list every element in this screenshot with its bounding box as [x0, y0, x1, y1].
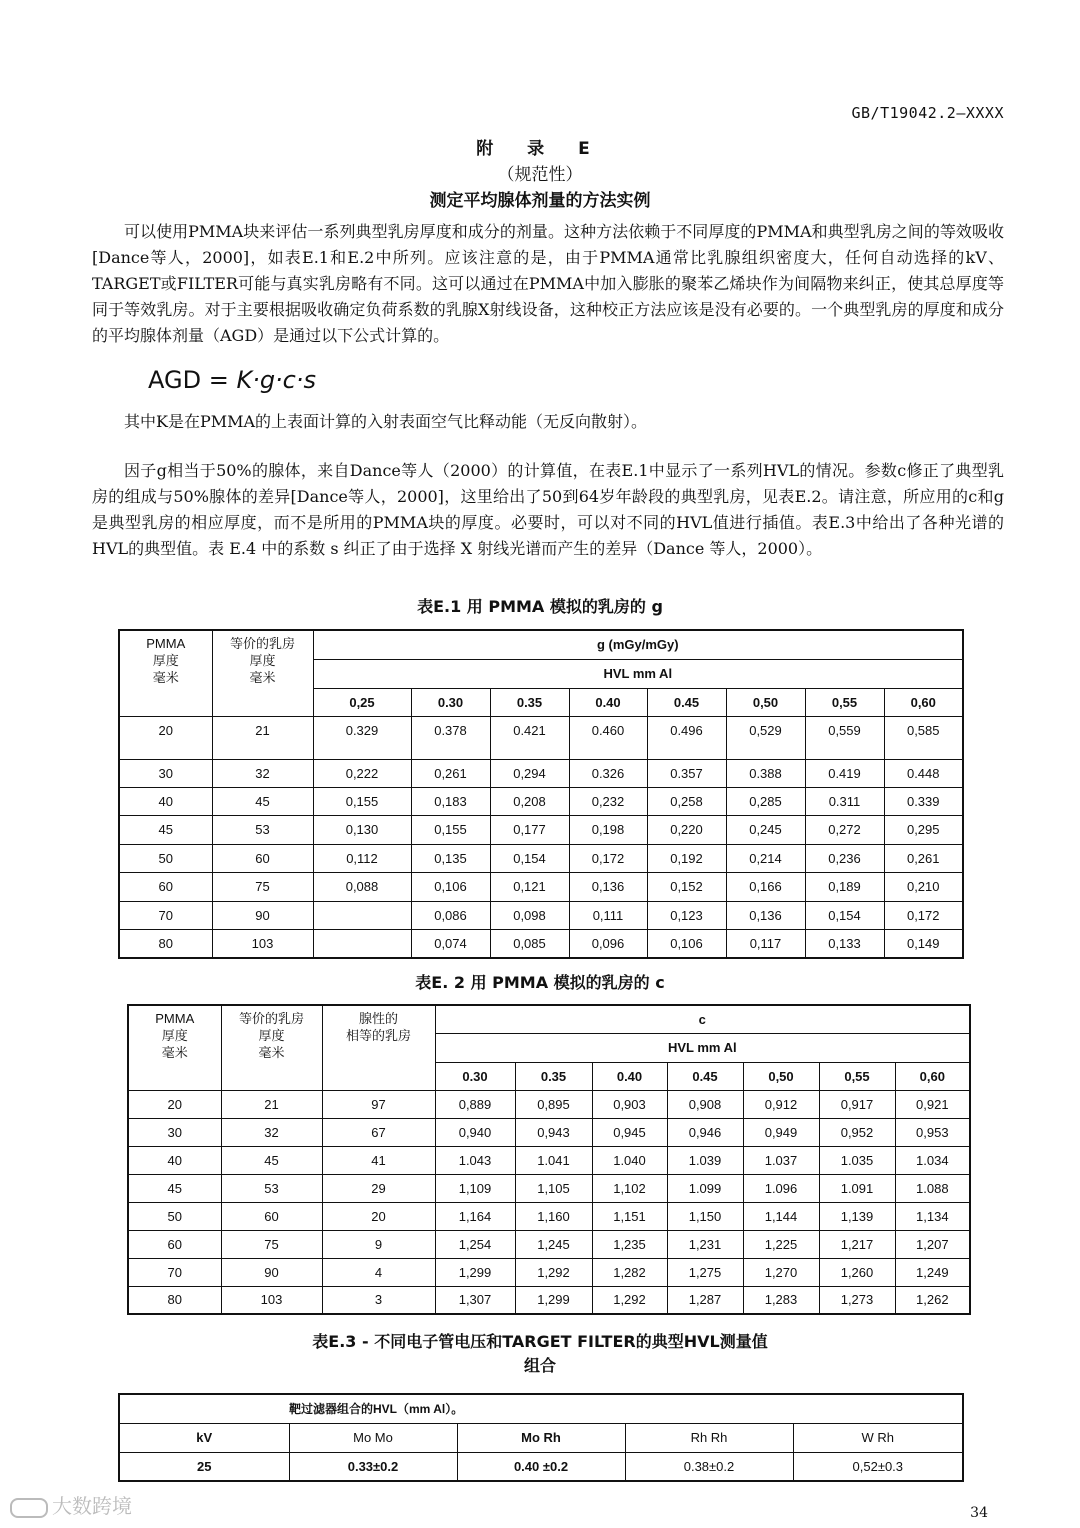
t1-hvl-7: 0,60 [884, 688, 963, 716]
t2-cell: 80 [128, 1286, 221, 1314]
t1-cell: 0,245 [726, 815, 805, 844]
t1-hvl-0: 0,25 [313, 688, 411, 716]
t1-cell: 0,133 [805, 929, 884, 958]
t2-cell: 1,270 [743, 1258, 819, 1286]
t2-hvl-5: 0,55 [819, 1062, 895, 1090]
table-e3 [118, 1393, 964, 1482]
t1-cell: 0.326 [569, 759, 647, 787]
t2-cell: 0,953 [895, 1118, 970, 1146]
t1-cell: 0.357 [647, 759, 726, 787]
t1-cell: 0,155 [313, 787, 411, 815]
t1-cell [313, 901, 411, 929]
t1-cell: 45 [119, 815, 212, 844]
t1-cell: 0,172 [884, 901, 963, 929]
t1-cell: 0,135 [411, 844, 490, 872]
t2-col-equiv-breast: 等价的乳房 厚度 毫米 [221, 1005, 322, 1090]
t2-cell: 1,299 [515, 1286, 592, 1314]
t1-hvl-6: 0,55 [805, 688, 884, 716]
t1-cell: 20 [119, 716, 212, 759]
t1-cell: 0,106 [411, 872, 490, 901]
t2-hvl-4: 0,50 [743, 1062, 819, 1090]
table-row [128, 1286, 970, 1314]
t2-cell: 29 [322, 1174, 435, 1202]
t1-cell: 0,121 [490, 872, 569, 901]
t2-cell: 60 [221, 1202, 322, 1230]
t2-cell: 1,249 [895, 1258, 970, 1286]
t2-cell: 0,943 [515, 1118, 592, 1146]
t3-cell: 0.38±0.2 [625, 1452, 793, 1481]
t3-head-1: Mo Mo [289, 1423, 457, 1452]
t2-cell: 1,144 [743, 1202, 819, 1230]
t2-cell: 1,139 [819, 1202, 895, 1230]
t2-col-pmma: PMMA 厚度 毫米 [128, 1005, 221, 1090]
t2-hvl-0: 0.30 [435, 1062, 515, 1090]
table3-caption [0, 1330, 1080, 1378]
t1-cell: 0,258 [647, 787, 726, 815]
t2-cell: 1,260 [819, 1258, 895, 1286]
t2-cell: 1,150 [667, 1202, 743, 1230]
t1-cell: 0.419 [805, 759, 884, 787]
t1-cell: 0,088 [313, 872, 411, 901]
t2-cell: 1.091 [819, 1174, 895, 1202]
watermark-logo-icon [10, 1498, 48, 1518]
t2-cell: 1.099 [667, 1174, 743, 1202]
table-row [128, 1174, 970, 1202]
t2-cell: 1.034 [895, 1146, 970, 1174]
t2-cell: 0,889 [435, 1090, 515, 1118]
appendix-type: （规范性） [497, 165, 583, 185]
table-row [119, 929, 963, 958]
t1-cell: 80 [119, 929, 212, 958]
table-row [128, 1258, 970, 1286]
t1-cell: 0,261 [411, 759, 490, 787]
table-row [128, 1118, 970, 1146]
t1-cell: 75 [212, 872, 313, 901]
t2-cell: 1,283 [743, 1286, 819, 1314]
t3-group-head: 靶过滤器组合的HVL（mm Al）。 [289, 1394, 963, 1423]
t2-cell: 50 [128, 1202, 221, 1230]
t2-cell: 1,134 [895, 1202, 970, 1230]
t1-cell: 0,074 [411, 929, 490, 958]
t1-cell: 90 [212, 901, 313, 929]
t1-cell: 0.339 [884, 787, 963, 815]
t1-hvl-1: 0.30 [411, 688, 490, 716]
t2-cell: 0,908 [667, 1090, 743, 1118]
t3-head-3: Rh Rh [625, 1423, 793, 1452]
t2-cell: 0,903 [592, 1090, 667, 1118]
t1-cell: 0.496 [647, 716, 726, 759]
paragraph-factors: 因子g相当于50%的腺体，来自Dance等人（2000）的计算值，在表E.1中显示了一系列HVL的情况。参数c修正了典型乳房的组成与50%腺体的差异[Dance等人，2000]，这里给出了50到64岁年龄段的典型乳房，见表E.2。请注意，所应用的c和g是典型乳房的相应厚度，而不是所用的PMMA块的厚度。必要时，可以对不同的HVL值进行插值。表E.3中给出了各种光谱的HVL的典型值。表 E.4 中的系数 s 纠正了由于选择 X 射线光谱而产生的差异（Dance 等人，2000）。 [92, 461, 1004, 558]
t2-cell: 53 [221, 1174, 322, 1202]
t2-cell: 60 [128, 1230, 221, 1258]
table-row [119, 844, 963, 872]
appendix-label: 附 录 E [476, 139, 604, 159]
t1-cell: 0,272 [805, 815, 884, 844]
t1-cell: 0,096 [569, 929, 647, 958]
t1-cell: 0,106 [647, 929, 726, 958]
t2-cell: 4 [322, 1258, 435, 1286]
t1-cell: 0,085 [490, 929, 569, 958]
table1-caption: 表E.1 用 PMMA 模拟的乳房的 g [417, 597, 663, 616]
table3-caption-l2: 组合 [523, 1356, 556, 1375]
t1-cell: 0.378 [411, 716, 490, 759]
formula-rhs: K·g·c·s [236, 366, 317, 394]
t2-col-glandularity: 腺性的 相等的乳房 [322, 1005, 435, 1090]
document-id: GB/T19042.2—XXXX [851, 104, 1004, 122]
t2-hvl-2: 0.40 [592, 1062, 667, 1090]
t1-cell [313, 929, 411, 958]
table2-caption: 表E. 2 用 PMMA 模拟的乳房的 c [415, 973, 665, 992]
t2-cell: 1.043 [435, 1146, 515, 1174]
table3-caption-l1: 表E.3 - 不同电子管电压和TARGET FILTER的典型HVL测量值 [312, 1332, 768, 1351]
t2-cell: 1,151 [592, 1202, 667, 1230]
t1-cell: 0,177 [490, 815, 569, 844]
t1-cell: 0,236 [805, 844, 884, 872]
table-row [119, 716, 963, 759]
t1-cell: 0,294 [490, 759, 569, 787]
t2-cell: 1,160 [515, 1202, 592, 1230]
t2-cell: 1,245 [515, 1230, 592, 1258]
t2-cell: 0,917 [819, 1090, 895, 1118]
t1-cell: 0.421 [490, 716, 569, 759]
t1-cell: 0,285 [726, 787, 805, 815]
t1-cell: 0,111 [569, 901, 647, 929]
t2-cell: 1.088 [895, 1174, 970, 1202]
t2-cell: 0,946 [667, 1118, 743, 1146]
t1-cell: 0,154 [805, 901, 884, 929]
t2-cell: 1,307 [435, 1286, 515, 1314]
t2-cell: 1,287 [667, 1286, 743, 1314]
t2-cell: 1.041 [515, 1146, 592, 1174]
t2-hvl-head: HVL mm Al [435, 1033, 970, 1062]
t1-cell: 0,222 [313, 759, 411, 787]
t1-cell: 0.311 [805, 787, 884, 815]
t2-cell: 21 [221, 1090, 322, 1118]
table-row [128, 1090, 970, 1118]
t2-hvl-3: 0.45 [667, 1062, 743, 1090]
t2-cell: 1.035 [819, 1146, 895, 1174]
table-row [119, 759, 963, 787]
t2-cell: 97 [322, 1090, 435, 1118]
t2-cell: 1,254 [435, 1230, 515, 1258]
t2-cell: 20 [128, 1090, 221, 1118]
t3-cell: 0.33±0.2 [289, 1452, 457, 1481]
t2-cell: 1,292 [515, 1258, 592, 1286]
t2-cell: 0,912 [743, 1090, 819, 1118]
t1-cell: 0,154 [490, 844, 569, 872]
appendix-heading: 测定平均腺体剂量的方法实例 [429, 191, 651, 211]
formula-eq: = [201, 366, 237, 394]
t2-cell: 1.040 [592, 1146, 667, 1174]
t1-cell: 0,232 [569, 787, 647, 815]
t3-cell: 25 [119, 1452, 289, 1481]
t2-cell: 0,895 [515, 1090, 592, 1118]
t2-cell: 1,262 [895, 1286, 970, 1314]
t1-cell: 0,198 [569, 815, 647, 844]
t1-cell: 40 [119, 787, 212, 815]
t2-cell: 40 [128, 1146, 221, 1174]
table-row [119, 787, 963, 815]
t3-cell: 0,52±0.3 [793, 1452, 963, 1481]
t1-cell: 0,172 [569, 844, 647, 872]
t1-cell: 0,192 [647, 844, 726, 872]
t1-cell: 60 [119, 872, 212, 901]
t2-cell: 0,945 [592, 1118, 667, 1146]
table-row [119, 815, 963, 844]
table-row [119, 901, 963, 929]
t1-cell: 0,123 [647, 901, 726, 929]
t1-cell: 0,214 [726, 844, 805, 872]
t2-cell: 1,273 [819, 1286, 895, 1314]
t2-cell: 0,940 [435, 1118, 515, 1146]
t2-cell: 67 [322, 1118, 435, 1146]
t1-cell: 0,261 [884, 844, 963, 872]
table-row [119, 872, 963, 901]
table-row [128, 1230, 970, 1258]
t2-cell: 0,949 [743, 1118, 819, 1146]
t2-cell: 1.037 [743, 1146, 819, 1174]
t1-cell: 0,208 [490, 787, 569, 815]
t2-cell: 1.039 [667, 1146, 743, 1174]
t2-cell: 1,105 [515, 1174, 592, 1202]
t1-hvl-4: 0.45 [647, 688, 726, 716]
t2-cell: 3 [322, 1286, 435, 1314]
t1-hvl-head: HVL mm Al [313, 659, 963, 688]
t2-cell: 30 [128, 1118, 221, 1146]
t2-cell: 1,109 [435, 1174, 515, 1202]
t1-cell: 0,117 [726, 929, 805, 958]
t2-hvl-1: 0.35 [515, 1062, 592, 1090]
t3-head-0: kV [119, 1423, 289, 1452]
t1-cell: 0,155 [411, 815, 490, 844]
t3-head-2: Mo Rh [457, 1423, 625, 1452]
t1-col-equiv-breast: 等价的乳房 厚度 毫米 [212, 630, 313, 716]
t2-cell: 1,292 [592, 1286, 667, 1314]
t1-col-pmma: PMMA 厚度 毫米 [119, 630, 212, 716]
t2-cell: 1,275 [667, 1258, 743, 1286]
t1-cell: 0.388 [726, 759, 805, 787]
t1-cell: 0,098 [490, 901, 569, 929]
t2-cell: 32 [221, 1118, 322, 1146]
table-e2 [127, 1004, 971, 1315]
t2-group-c: c [435, 1005, 970, 1033]
t2-cell: 1,282 [592, 1258, 667, 1286]
t1-cell: 0,149 [884, 929, 963, 958]
t1-hvl-3: 0.40 [569, 688, 647, 716]
t1-cell: 0,210 [884, 872, 963, 901]
t1-cell: 60 [212, 844, 313, 872]
t1-cell: 45 [212, 787, 313, 815]
t1-cell: 0,220 [647, 815, 726, 844]
t1-cell: 0,183 [411, 787, 490, 815]
t1-cell: 70 [119, 901, 212, 929]
t1-cell: 0,136 [726, 901, 805, 929]
t2-cell: 1,217 [819, 1230, 895, 1258]
t1-cell: 0,086 [411, 901, 490, 929]
t1-cell: 0,585 [884, 716, 963, 759]
page-number: 34 [970, 1505, 988, 1521]
t2-cell: 75 [221, 1230, 322, 1258]
table-row [128, 1146, 970, 1174]
t3-cell: 0.40 ±0.2 [457, 1452, 625, 1481]
t1-cell: 103 [212, 929, 313, 958]
t2-cell: 90 [221, 1258, 322, 1286]
table-row [128, 1202, 970, 1230]
t2-cell: 1,225 [743, 1230, 819, 1258]
t1-cell: 0.448 [884, 759, 963, 787]
t1-cell: 0,152 [647, 872, 726, 901]
agd-formula [148, 366, 316, 394]
t1-cell: 0,136 [569, 872, 647, 901]
formula-lhs: AGD [148, 366, 202, 394]
t2-cell: 9 [322, 1230, 435, 1258]
t1-cell: 0,529 [726, 716, 805, 759]
t1-cell: 0,112 [313, 844, 411, 872]
t2-cell: 45 [221, 1146, 322, 1174]
t2-cell: 1,207 [895, 1230, 970, 1258]
t2-cell: 1,235 [592, 1230, 667, 1258]
t1-hvl-2: 0.35 [490, 688, 569, 716]
t2-cell: 45 [128, 1174, 221, 1202]
appendix-title [0, 136, 1080, 214]
t1-cell: 0,189 [805, 872, 884, 901]
paragraph-k-definition: 其中K是在PMMA的上表面计算的入射表面空气比释动能（无反向散射）。 [124, 412, 648, 431]
t1-cell: 0,130 [313, 815, 411, 844]
t2-cell: 103 [221, 1286, 322, 1314]
t1-cell: 0.329 [313, 716, 411, 759]
t1-group-g: g (mGy/mGy) [313, 630, 963, 659]
t1-cell: 0,559 [805, 716, 884, 759]
t2-hvl-6: 0,60 [895, 1062, 970, 1090]
table-e1 [118, 629, 964, 959]
paragraph-intro: 可以使用PMMA块来评估一系列典型乳房厚度和成分的剂量。这种方法依赖于不同厚度的PMMA和典型乳房之间的等效吸收[Dance等人，2000]，如表E.1和E.2中所列。应该注意的是，由于PMMA通常比乳腺组织密度大，任何自动选择的kV、TARGET或FILTER可能与真实乳房略有不同。这可以通过在PMMA中加入膨胀的聚苯乙烯块作为间隔物来纠正，使其总厚度等同于等效乳房。对于主要根据吸收确定负荷系数的乳腺X射线设备，这种校正方法应该是没有必要的。一个典型乳房的厚度和成分的平均腺体剂量（AGD）是通过以下公式计算的。 [92, 222, 1004, 345]
t1-cell: 0.460 [569, 716, 647, 759]
t1-hvl-5: 0,50 [726, 688, 805, 716]
t1-cell: 21 [212, 716, 313, 759]
t1-cell: 0,295 [884, 815, 963, 844]
t2-cell: 1,102 [592, 1174, 667, 1202]
t2-cell: 1,164 [435, 1202, 515, 1230]
t2-cell: 70 [128, 1258, 221, 1286]
t3-head-4: W Rh [793, 1423, 963, 1452]
t1-cell: 50 [119, 844, 212, 872]
t2-cell: 0,952 [819, 1118, 895, 1146]
t2-cell: 41 [322, 1146, 435, 1174]
t2-cell: 1,299 [435, 1258, 515, 1286]
t1-cell: 0,166 [726, 872, 805, 901]
t1-cell: 53 [212, 815, 313, 844]
t1-cell: 32 [212, 759, 313, 787]
t1-cell: 30 [119, 759, 212, 787]
t2-cell: 1,231 [667, 1230, 743, 1258]
t2-cell: 20 [322, 1202, 435, 1230]
t2-cell: 1.096 [743, 1174, 819, 1202]
t2-cell: 0,921 [895, 1090, 970, 1118]
watermark: 大数跨境 [10, 1490, 132, 1519]
